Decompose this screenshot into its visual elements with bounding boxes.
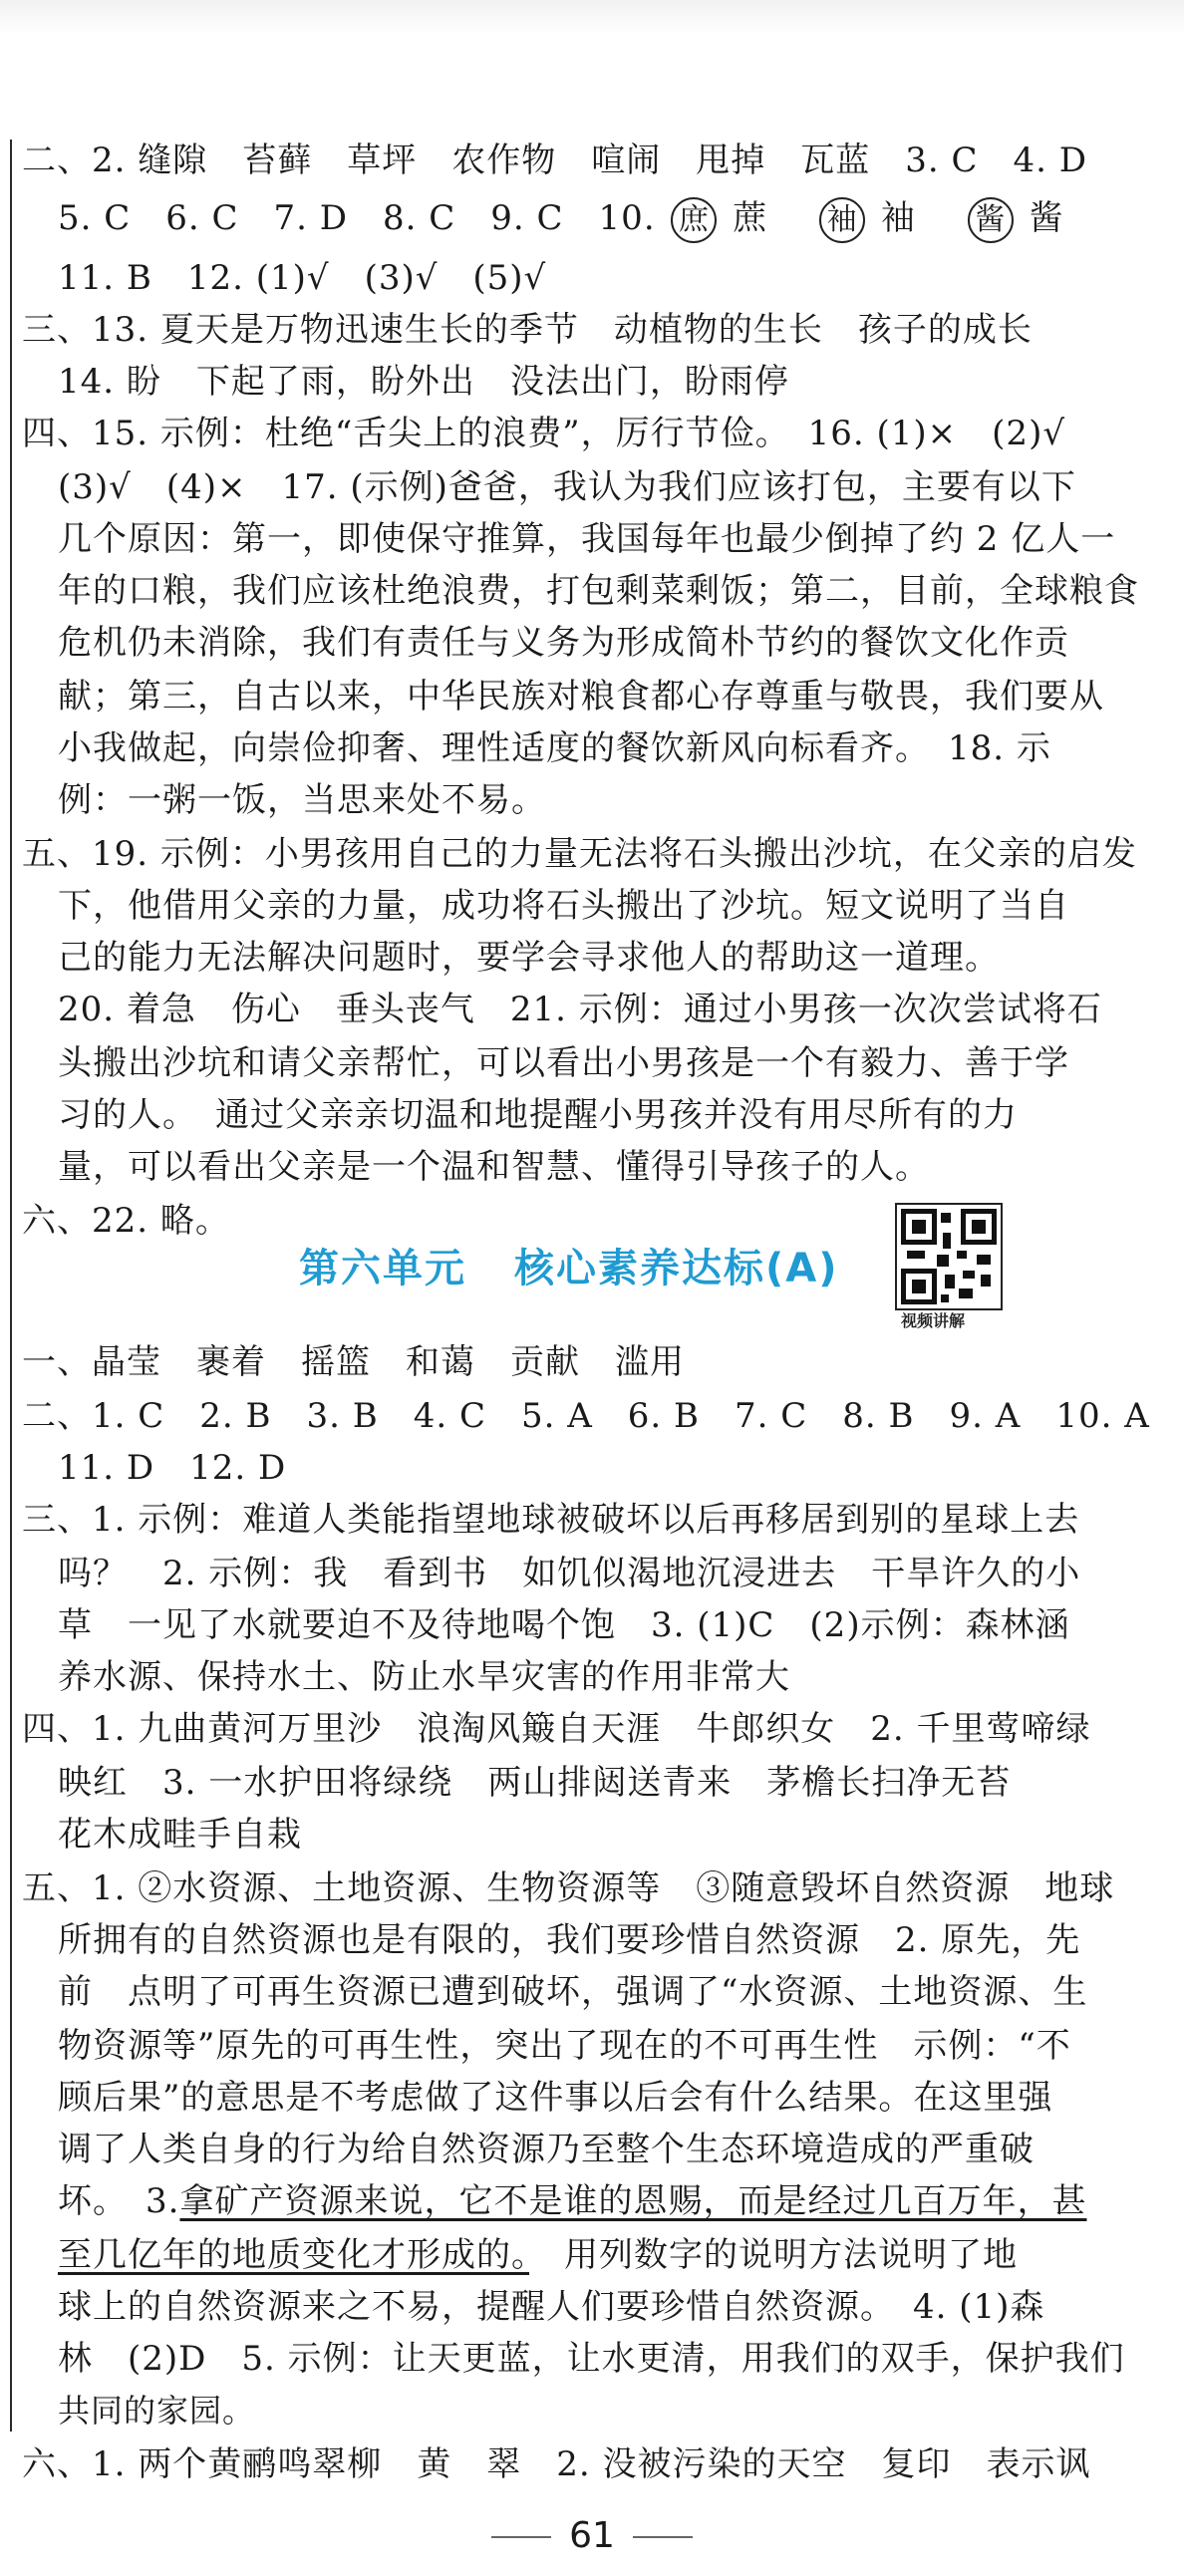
answer-text: 坏。 3. — [58, 2181, 180, 2221]
answer-text: 袖 — [880, 198, 916, 238]
answer-line: 二、2. 缝隙 苔藓 草坪 农作物 喧闹 甩掉 瓦蓝 3. C 4. D — [22, 141, 1088, 180]
answer-line: 例：一粥一饭，当思来处不易。 — [58, 780, 546, 820]
top-edge — [0, 0, 1184, 34]
answer-text: 5. C 6. C 7. D 8. C 9. C 10. — [58, 198, 656, 238]
answer-line: 年的口粮，我们应该杜绝浪费，打包剩菜剩饭；第二，目前，全球粮食 — [58, 571, 1139, 611]
answer-line: 习的人。 通过父亲亲切温和地提醒小男孩并没有用尽所有的力 — [58, 1095, 1018, 1135]
answer-line: 20. 着急 伤心 垂头丧气 21. 示例：通过小男孩一次次尝试将石 — [58, 990, 1102, 1029]
answer-line: 11. D 12. D — [58, 1448, 287, 1488]
answer-line: 小我做起，向崇俭抑奢、理性适度的餐饮新风向标看齐。 18. 示 — [58, 728, 1051, 768]
answer-line — [58, 2178, 1086, 2224]
answer-line: 六、22. 略。 — [22, 1201, 230, 1241]
qr-code-icon[interactable] — [895, 1203, 1003, 1310]
circled-char: 庶 — [671, 197, 717, 243]
answer-line: 己的能力无法解决问题时，要学会寻求他人的帮助这一道理。 — [58, 938, 1000, 978]
answer-line: 物资源等”原先的可再生性，突出了现在的不可再生性 示例：“不 — [58, 2026, 1071, 2066]
answer-line: 量，可以看出父亲是一个温和智慧、懂得引导孩子的人。 — [58, 1147, 930, 1187]
answer-line — [58, 2232, 1018, 2278]
answer-line: 养水源、保持水土、防止水旱灾害的作用非常大 — [58, 1657, 790, 1697]
answer-line: 几个原因：第一，即使保守推算，我国每年也最少倒掉了约 2 亿人一 — [58, 519, 1116, 559]
answer-text: 酱 — [1029, 198, 1064, 238]
answer-line: 林 (2)D 5. 示例：让天更蓝，让水更清，用我们的双手，保护我们 — [58, 2339, 1125, 2379]
answer-line: 映红 3. 一水护田将绿绕 两山排闼送青来 茅檐长扫净无苔 — [58, 1763, 1012, 1803]
answer-line: 献；第三，自古以来，中华民族对粮食都心存尊重与敬畏，我们要从 — [58, 677, 1104, 716]
answer-line: 14. 盼 下起了雨，盼外出 没法出门，盼雨停 — [58, 362, 789, 402]
left-rule — [10, 140, 12, 2432]
answer-line: 头搬出沙坑和请父亲帮忙，可以看出小男孩是一个有毅力、善于学 — [58, 1043, 1069, 1083]
answer-text: 蔗 — [733, 198, 768, 238]
underlined-text: 至几亿年的地质变化才形成的。 — [58, 2235, 529, 2275]
answer-line: 五、19. 示例：小男孩用自己的力量无法将石头搬出沙坑，在父亲的启发 — [22, 834, 1137, 874]
qr-label: 视频讲解 — [901, 1311, 966, 1330]
answer-line — [58, 195, 1064, 243]
answer-line: 共同的家园。 — [58, 2392, 256, 2430]
circled-char: 酱 — [968, 197, 1014, 243]
section-title-name: 核心素养达标(A) — [514, 1246, 839, 1291]
answer-line: 调了人类自身的行为给自然资源乃至整个生态环境造成的严重破 — [58, 2130, 1035, 2169]
page-number: 61 — [0, 2511, 1184, 2561]
answer-line: 四、15. 示例：杜绝“舌尖上的浪费”，厉行节俭。 16. (1)× (2)√ — [22, 414, 1065, 453]
answer-line: 四、1. 九曲黄河万里沙 浪淘风簸自天涯 牛郎织女 2. 千里莺啼绿 — [22, 1709, 1091, 1749]
underlined-text: 拿矿产资源来说，它不是谁的恩赐，而是经过几百万年，甚 — [179, 2181, 1087, 2221]
answer-line: 二、1. C 2. B 3. B 4. C 5. A 6. B 7. C 8. B 9. A 10. A — [22, 1396, 1150, 1436]
section-title — [299, 1241, 839, 1296]
circled-char: 袖 — [819, 197, 865, 243]
answer-line: 11. B 12. (1)√ (3)√ (5)√ — [58, 258, 547, 298]
answer-line: 前 点明了可再生资源已遭到破坏，强调了“水资源、土地资源、生 — [58, 1972, 1088, 2012]
answer-line: 三、13. 夏天是万物迅速生长的季节 动植物的生长 孩子的成长 — [22, 310, 1033, 350]
answer-line: 下，他借用父亲的力量，成功将石头搬出了沙坑。短文说明了当自 — [58, 886, 1069, 926]
answer-line: 草 一见了水就要迫不及待地喝个饱 3. (1)C (2)示例：森林涵 — [58, 1605, 1070, 1645]
answer-line: 花木成畦手自栽 — [58, 1815, 302, 1855]
answer-line: 一、晶莹 裹着 摇篮 和蔼 贡献 滥用 — [22, 1342, 685, 1382]
answer-line: 所拥有的自然资源也是有限的，我们要珍惜自然资源 2. 原先，先 — [58, 1920, 1081, 1960]
section-title-unit: 第六单元 — [299, 1246, 466, 1291]
answer-line: 三、1. 示例：难道人类能指望地球被破坏以后再移居到别的星球上去 — [22, 1500, 1080, 1540]
answer-line: 吗？ 2. 示例：我 看到书 如饥似渴地沉浸进去 干旱许久的小 — [58, 1554, 1081, 1593]
answer-line: 危机仍未消除，我们有责任与义务为形成简朴节约的餐饮文化作贡 — [58, 623, 1069, 663]
answer-line: 球上的自然资源来之不易，提醒人们要珍惜自然资源。 4. (1)森 — [58, 2287, 1045, 2327]
answer-line: 六、1. 两个黄鹂鸣翠柳 黄 翠 2. 没被污染的天空 复印 表示讽 — [22, 2444, 1091, 2484]
answer-line: (3)√ (4)× 17. (示例)爸爸，我认为我们应该打包，主要有以下 — [58, 467, 1076, 507]
answer-line: 顾后果”的意思是不考虑做了这件事以后会有什么结果。在这里强 — [58, 2078, 1053, 2118]
answer-text: 用列数字的说明方法说明了地 — [529, 2235, 1018, 2275]
answer-line: 五、1. ②水资源、土地资源、生物资源等 ③随意毁坏自然资源 地球 — [22, 1868, 1115, 1908]
